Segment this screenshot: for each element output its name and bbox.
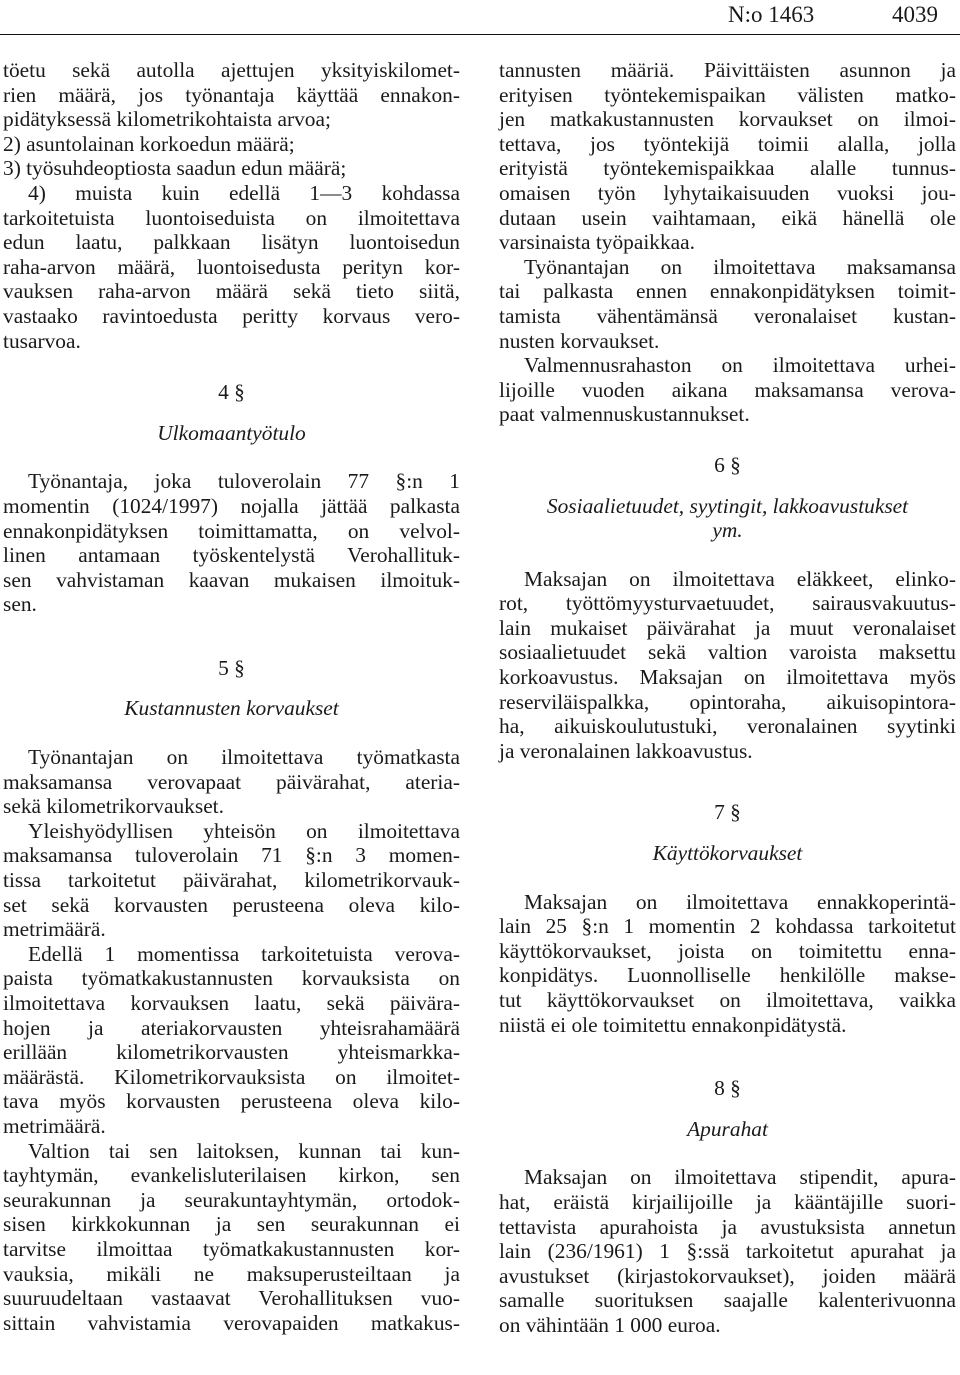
text-line: tettavista apurahoista ja avustuksista annetun — [499, 1214, 956, 1239]
text-line: määrästä. Kilometrikorvauksista on ilmoitet- — [3, 1064, 460, 1089]
text-line: set sekä korvausten perusteena oleva kilo- — [3, 892, 460, 917]
text-line: varsinaista työpaikkaa. — [499, 230, 696, 255]
text-line: vastaako ravintoedusta peritty korvaus vero- — [3, 303, 460, 328]
page-number: 4039 — [892, 2, 938, 27]
text-line: tamista vähentämänsä veronalaiset kustan- — [499, 303, 956, 328]
text-line: tannusten määriä. Päivittäisten asunnon ja — [499, 58, 956, 82]
text-line: lain mukaiset päivärahat ja muut veronalaiset — [499, 615, 956, 640]
text-line: tut käyttökorvaukset on ilmoitettava, vaikka — [499, 988, 956, 1012]
text-line: dutaan usein vaihtamaan, eikä hänellä ole — [499, 205, 956, 230]
text-line: sen vahvistaman kaavan mukaisen ilmoituk- — [3, 567, 460, 592]
text-line: Työnantaja, joka tuloverolain 77 §:n 1 — [28, 469, 460, 494]
journal-number: N:o 1463 — [728, 2, 815, 27]
text-line: maksamansa tuloverolain 71 §:n 3 momen- — [3, 843, 460, 868]
text-line: sittain vahvistamia verovapaiden matkakus- — [3, 1310, 460, 1335]
section-5-paragraph-1 — [3, 745, 460, 819]
text-line: sen. — [3, 592, 37, 617]
section-4-body — [3, 469, 460, 617]
section-7-body — [499, 890, 956, 1038]
paragraph-continuation — [3, 58, 460, 132]
text-line: ilmoitettava korvauksen laatu, sekä päivära- — [3, 991, 460, 1015]
text-line: tarkoitetuista luontoiseduista on ilmoitettava — [3, 205, 460, 230]
list-item-3: 3) työsuhdeoptiosta saadun edun määrä; — [3, 156, 347, 181]
page-header — [728, 0, 938, 30]
text-line: tissa tarkoitetut päivärahat, kilometrikorvauk- — [3, 868, 460, 893]
text-line: metrimäärä. — [3, 917, 106, 942]
text-line: lijoille vuoden aikana maksamansa verova- — [499, 377, 956, 402]
text-line: tai palkasta ennen ennakonpidätyksen toimit- — [499, 279, 956, 304]
text-line: metrimäärä. — [3, 1113, 106, 1138]
text-line: momentin (1024/1997) nojalla jättää palkasta — [3, 493, 460, 518]
section-4-number: 4 § — [218, 380, 245, 405]
text-line: Valmennusrahaston on ilmoitettava urhei- — [524, 353, 956, 378]
text-line: niistä ei ole toimitettu ennakonpidätystä. — [499, 1012, 847, 1037]
paragraph-valmennusrahasto — [499, 353, 956, 427]
text-line: maksamansa verovapaat päivärahat, ateria- — [3, 769, 460, 794]
text-line: Maksajan on ilmoitettava stipendit, apura- — [524, 1165, 956, 1190]
text-line: omaisen työn lyhytaikaisuuden vuoksi jou- — [499, 180, 956, 205]
paragraph-tyonantaja — [499, 255, 956, 353]
text-line: ja veronalainen lakkoavustus. — [499, 738, 753, 763]
text-line: sekä kilometrikorvaukset. — [3, 794, 224, 819]
section-5-title: Kustannusten korvaukset — [124, 696, 339, 721]
text-line: edun laatu, palkkaan lisätyn luontoisedun — [3, 230, 460, 255]
section-4-title: Ulkomaantyötulo — [157, 420, 306, 445]
text-line: lain (236/1961) 1 §:ssä tarkoitetut apurahat ja — [499, 1239, 956, 1264]
left-column — [3, 58, 460, 1335]
text-line: avustukset (kirjastokorvaukset), joiden määrä — [499, 1263, 956, 1288]
text-line: sosiaalietuudet sekä valtion varoista maksettu — [499, 640, 956, 665]
section-5-number: 5 § — [218, 655, 245, 680]
text-line: rot, työttömyysturvaetuudet, sairausvakuutus- — [499, 591, 956, 616]
text-line: jen matkakustannusten korvaukset on ilmoi- — [499, 107, 956, 132]
text-line: Valtion tai sen laitoksen, kunnan tai kun- — [28, 1138, 460, 1163]
text-line: rien määrä, jos työnantaja käyttää ennakon- — [3, 82, 460, 107]
text-line: paat valmennuskustannukset. — [499, 402, 750, 427]
section-5-paragraph-4 — [3, 1139, 460, 1336]
paragraph-continuation-right — [499, 58, 956, 255]
text-line: Maksajan on ilmoitettava eläkkeet, elinko- — [524, 566, 956, 591]
text-line: raha-arvon määrä, luontoisedusta perityn kor- — [3, 254, 460, 279]
section-6-body — [499, 567, 956, 764]
text-line: pidätyksessä kilometrikohtaista arvoa; — [3, 107, 331, 132]
text-line: 4) muista kuin edellä 1—3 kohdassa — [28, 180, 460, 205]
section-7-title: Käyttökorvaukset — [652, 841, 803, 866]
text-line: paista työmatkakustannusten korvauksista on — [3, 966, 460, 991]
list-item-4 — [3, 181, 460, 353]
text-line: vauksia, mikäli ne maksuperusteiltaan ja — [3, 1261, 460, 1286]
section-6-title — [499, 494, 956, 543]
text-line: erillään kilometrikorvausten yhteismarkka- — [3, 1040, 460, 1065]
text-line: on vähintään 1 000 euroa. — [499, 1312, 721, 1337]
text-line: suuruudeltaan vastaavat Verohallituksen vuo- — [3, 1286, 460, 1311]
header-rule — [0, 34, 960, 35]
text-line: sisen kirkkokunnan ja sen seurakunnan ei — [3, 1212, 460, 1237]
text-line: ennakonpidätyksen toimittamatta, on velvol- — [3, 518, 460, 543]
text-line: tusarvoa. — [3, 328, 81, 353]
title-line: ym. — [712, 518, 743, 543]
text-line: konpidätys. Luonnolliselle henkilölle makse- — [499, 963, 956, 988]
text-line: töetu sekä autolla ajettujen yksityiskilomet- — [3, 58, 460, 82]
text-line: Maksajan on ilmoitettava ennakkoperintä- — [524, 889, 956, 914]
text-line: käyttökorvaukset, joista on toimitettu enna- — [499, 938, 956, 963]
section-8-number: 8 § — [714, 1076, 741, 1101]
text-line: tava myös korvausten perusteena oleva kilo- — [3, 1089, 460, 1114]
text-line: Yleishyödyllisen yhteisön on ilmoitettava — [28, 818, 460, 843]
text-line: tayhtymän, evankelisluterilaisen kirkon, sen — [3, 1163, 460, 1188]
text-line: hat, eräistä kirjailijoille ja kääntäjille suori- — [499, 1189, 956, 1214]
section-6-number: 6 § — [714, 452, 741, 477]
section-8-title: Apurahat — [687, 1116, 768, 1141]
text-line: korkoavustus. Maksajan on ilmoitettava myös — [499, 665, 956, 690]
section-8-body — [499, 1165, 956, 1337]
text-line: Työnantajan on ilmoitettava maksamansa — [524, 254, 956, 279]
title-line: Sosiaalietuudet, syytingit, lakkoavustukset — [546, 493, 909, 518]
text-line: Työnantajan on ilmoitettava työmatkasta — [28, 745, 460, 770]
text-line: reserviläispalkka, opintoraha, aikuisopintora- — [499, 689, 956, 714]
text-line: linen antamaan työskentelystä Verohallituk- — [3, 543, 460, 568]
text-line: vauksen raha-arvon määrä sekä tieto siitä, — [3, 279, 460, 304]
list-item-2: 2) asuntolainan korkoedun määrä; — [3, 131, 295, 156]
text-line: samalle suorituksen saajalle kalenterivuonna — [499, 1288, 956, 1313]
text-line: erityistä työntekemispaikkaa alalle tunnus- — [499, 156, 956, 181]
right-column — [499, 58, 956, 1338]
text-line: tettava, jos työntekijä toimii alalla, jolla — [499, 131, 956, 156]
section-7-number: 7 § — [714, 800, 741, 825]
section-5-paragraph-3 — [3, 942, 460, 1139]
text-line: ha, aikuiskoulutustuki, veronalainen syytinki — [499, 714, 956, 739]
text-line: lain 25 §:n 1 momentin 2 kohdassa tarkoitetut — [499, 914, 956, 939]
text-line: seurakunnan ja seurakuntayhtymän, ortodok- — [3, 1187, 460, 1212]
text-line: tarvitse ilmoittaa työmatkakustannusten kor- — [3, 1236, 460, 1261]
text-line: Edellä 1 momentissa tarkoitetuista verova- — [28, 941, 460, 966]
text-line: nusten korvaukset. — [499, 328, 660, 353]
text-line: erityisen työntekemispaikan välisten matko- — [499, 82, 956, 107]
section-5-paragraph-2 — [3, 819, 460, 942]
text-line: hojen ja ateriakorvausten yhteisrahamäärä — [3, 1015, 460, 1040]
